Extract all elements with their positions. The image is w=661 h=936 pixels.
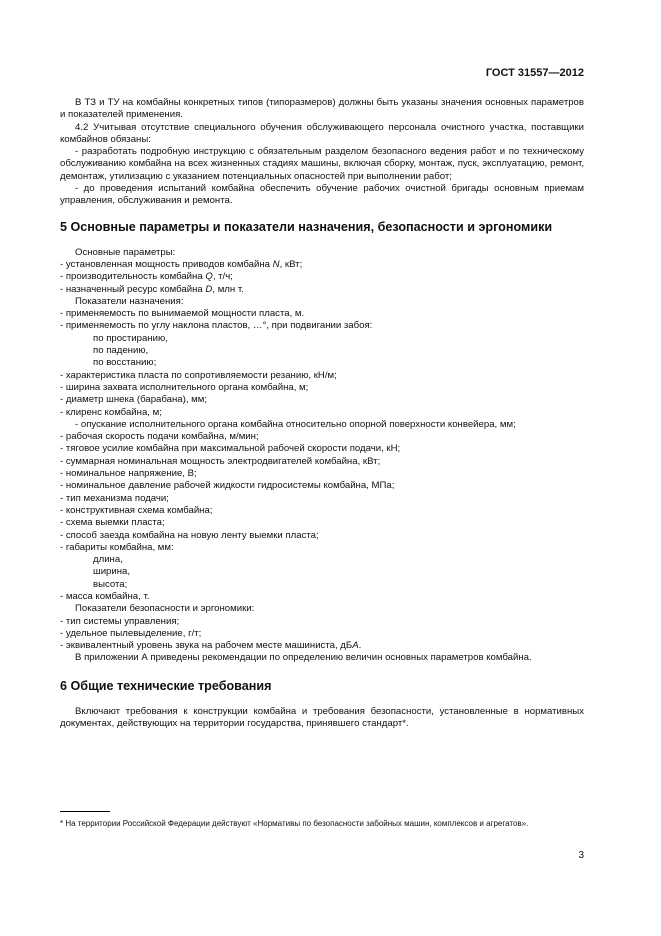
list-item: - номинальное напряжение, В; bbox=[60, 468, 197, 480]
list-item: - тип механизма подачи; bbox=[60, 492, 169, 504]
list-item: - удельное пылевыделение, г/т; bbox=[60, 627, 202, 639]
list-item: - тяговое усилие комбайна при максимальной рабочей скорости подачи, кН; bbox=[60, 443, 401, 455]
paragraph: Основные параметры: bbox=[75, 246, 176, 258]
list-item: - номинальное давление рабочей жидкости гидросистемы комбайна, МПа; bbox=[60, 480, 395, 492]
footnote: * На территории Российской Федерации действуют «Нормативы по безопасности забойных машин, комплексов и агрегатов». bbox=[60, 819, 529, 828]
footnote-separator bbox=[60, 811, 110, 812]
sub-list-item: длина, bbox=[93, 554, 123, 566]
document-code: ГОСТ 31557—2012 bbox=[485, 67, 584, 79]
section-heading: 6 Общие технические требования bbox=[60, 678, 272, 693]
list-item: - эквивалентный уровень звука на рабочем месте машиниста, дБА. bbox=[60, 640, 362, 652]
list-item: - производительность комбайна Q, т/ч; bbox=[60, 271, 233, 283]
sub-list-item: по падению, bbox=[93, 345, 149, 357]
list-item: - тип системы управления; bbox=[60, 615, 180, 627]
list-item: - диаметр шнека (барабана), мм; bbox=[60, 394, 208, 406]
list-item: - рабочая скорость подачи комбайна, м/мин; bbox=[60, 431, 259, 443]
list-item: - способ заезда комбайна на новую ленту выемки пласта; bbox=[60, 529, 319, 541]
list-item: - до проведения испытаний комбайна обеспечить обучение рабочих очистной бригады основным приемам управления, обслуживания и ремонта. bbox=[60, 183, 584, 207]
page-body bbox=[60, 97, 584, 730]
list-item: - схема выемки пласта; bbox=[60, 517, 165, 529]
page-number: 3 bbox=[578, 850, 584, 861]
list-item: - разработать подробную инструкцию с обязательным разделом безопасного ведения работ и по техническому обслуживанию комбайна на всех жизненных стадиях машины, включая сборку, монтаж, пуск, эксплуатацию, ремонт, демонтаж, утилизацию с указанием потенциальных опасностей при выполнении работ; bbox=[60, 146, 584, 182]
list-item: - конструктивная схема комбайна; bbox=[60, 504, 213, 516]
paragraph: Показатели безопасности и эргономики: bbox=[75, 603, 255, 615]
list-item: - установленная мощность приводов комбайна N, кВт; bbox=[60, 258, 303, 270]
section-heading: 5 Основные параметры и показатели назначения, безопасности и эргономики bbox=[60, 219, 553, 234]
list-item: - опускание исполнительного органа комбайна относительно опорной поверхности конвейера, мм; bbox=[75, 418, 516, 430]
paragraph: 4.2 Учитывая отсутствие специального обучения обслуживающего персонала очистного участка, поставщики комбайнов обязаны: bbox=[60, 121, 584, 145]
paragraph: В приложении А приведены рекомендации по определению величин основных параметров комбайна. bbox=[75, 652, 532, 664]
list-item: - клиренс комбайна, м; bbox=[60, 406, 162, 418]
list-item: - масса комбайна, т. bbox=[60, 590, 150, 602]
list-item: - применяемость по углу наклона пластов, …°, при подвигании забоя: bbox=[60, 320, 373, 332]
sub-list-item: высота; bbox=[93, 578, 128, 590]
list-item: - габариты комбайна, мм: bbox=[60, 541, 174, 553]
list-item: - назначенный ресурс комбайна D, млн т. bbox=[60, 283, 244, 295]
list-item: - ширина захвата исполнительного органа комбайна, м; bbox=[60, 381, 309, 393]
paragraph: Включают требования к конструкции комбайна и требования безопасности, установленные в нормативных документах, действующих на территории государства, принявшего стандарт*. bbox=[60, 705, 584, 730]
sub-list-item: по простиранию, bbox=[93, 332, 168, 344]
list-item: - характеристика пласта по сопротивляемости резанию, кН/м; bbox=[60, 369, 337, 381]
paragraph: В ТЗ и ТУ на комбайны конкретных типов (типоразмеров) должны быть указаны значения основных параметров и показателей применения. bbox=[60, 97, 584, 121]
sub-list-item: по восстанию; bbox=[93, 357, 157, 369]
list-item: - суммарная номинальная мощность электродвигателей комбайна, кВт; bbox=[60, 455, 381, 467]
sub-list-item: ширина, bbox=[93, 566, 131, 578]
list-item: - применяемость по вынимаемой мощности пласта, м. bbox=[60, 308, 305, 320]
paragraph: Показатели назначения: bbox=[75, 295, 184, 307]
